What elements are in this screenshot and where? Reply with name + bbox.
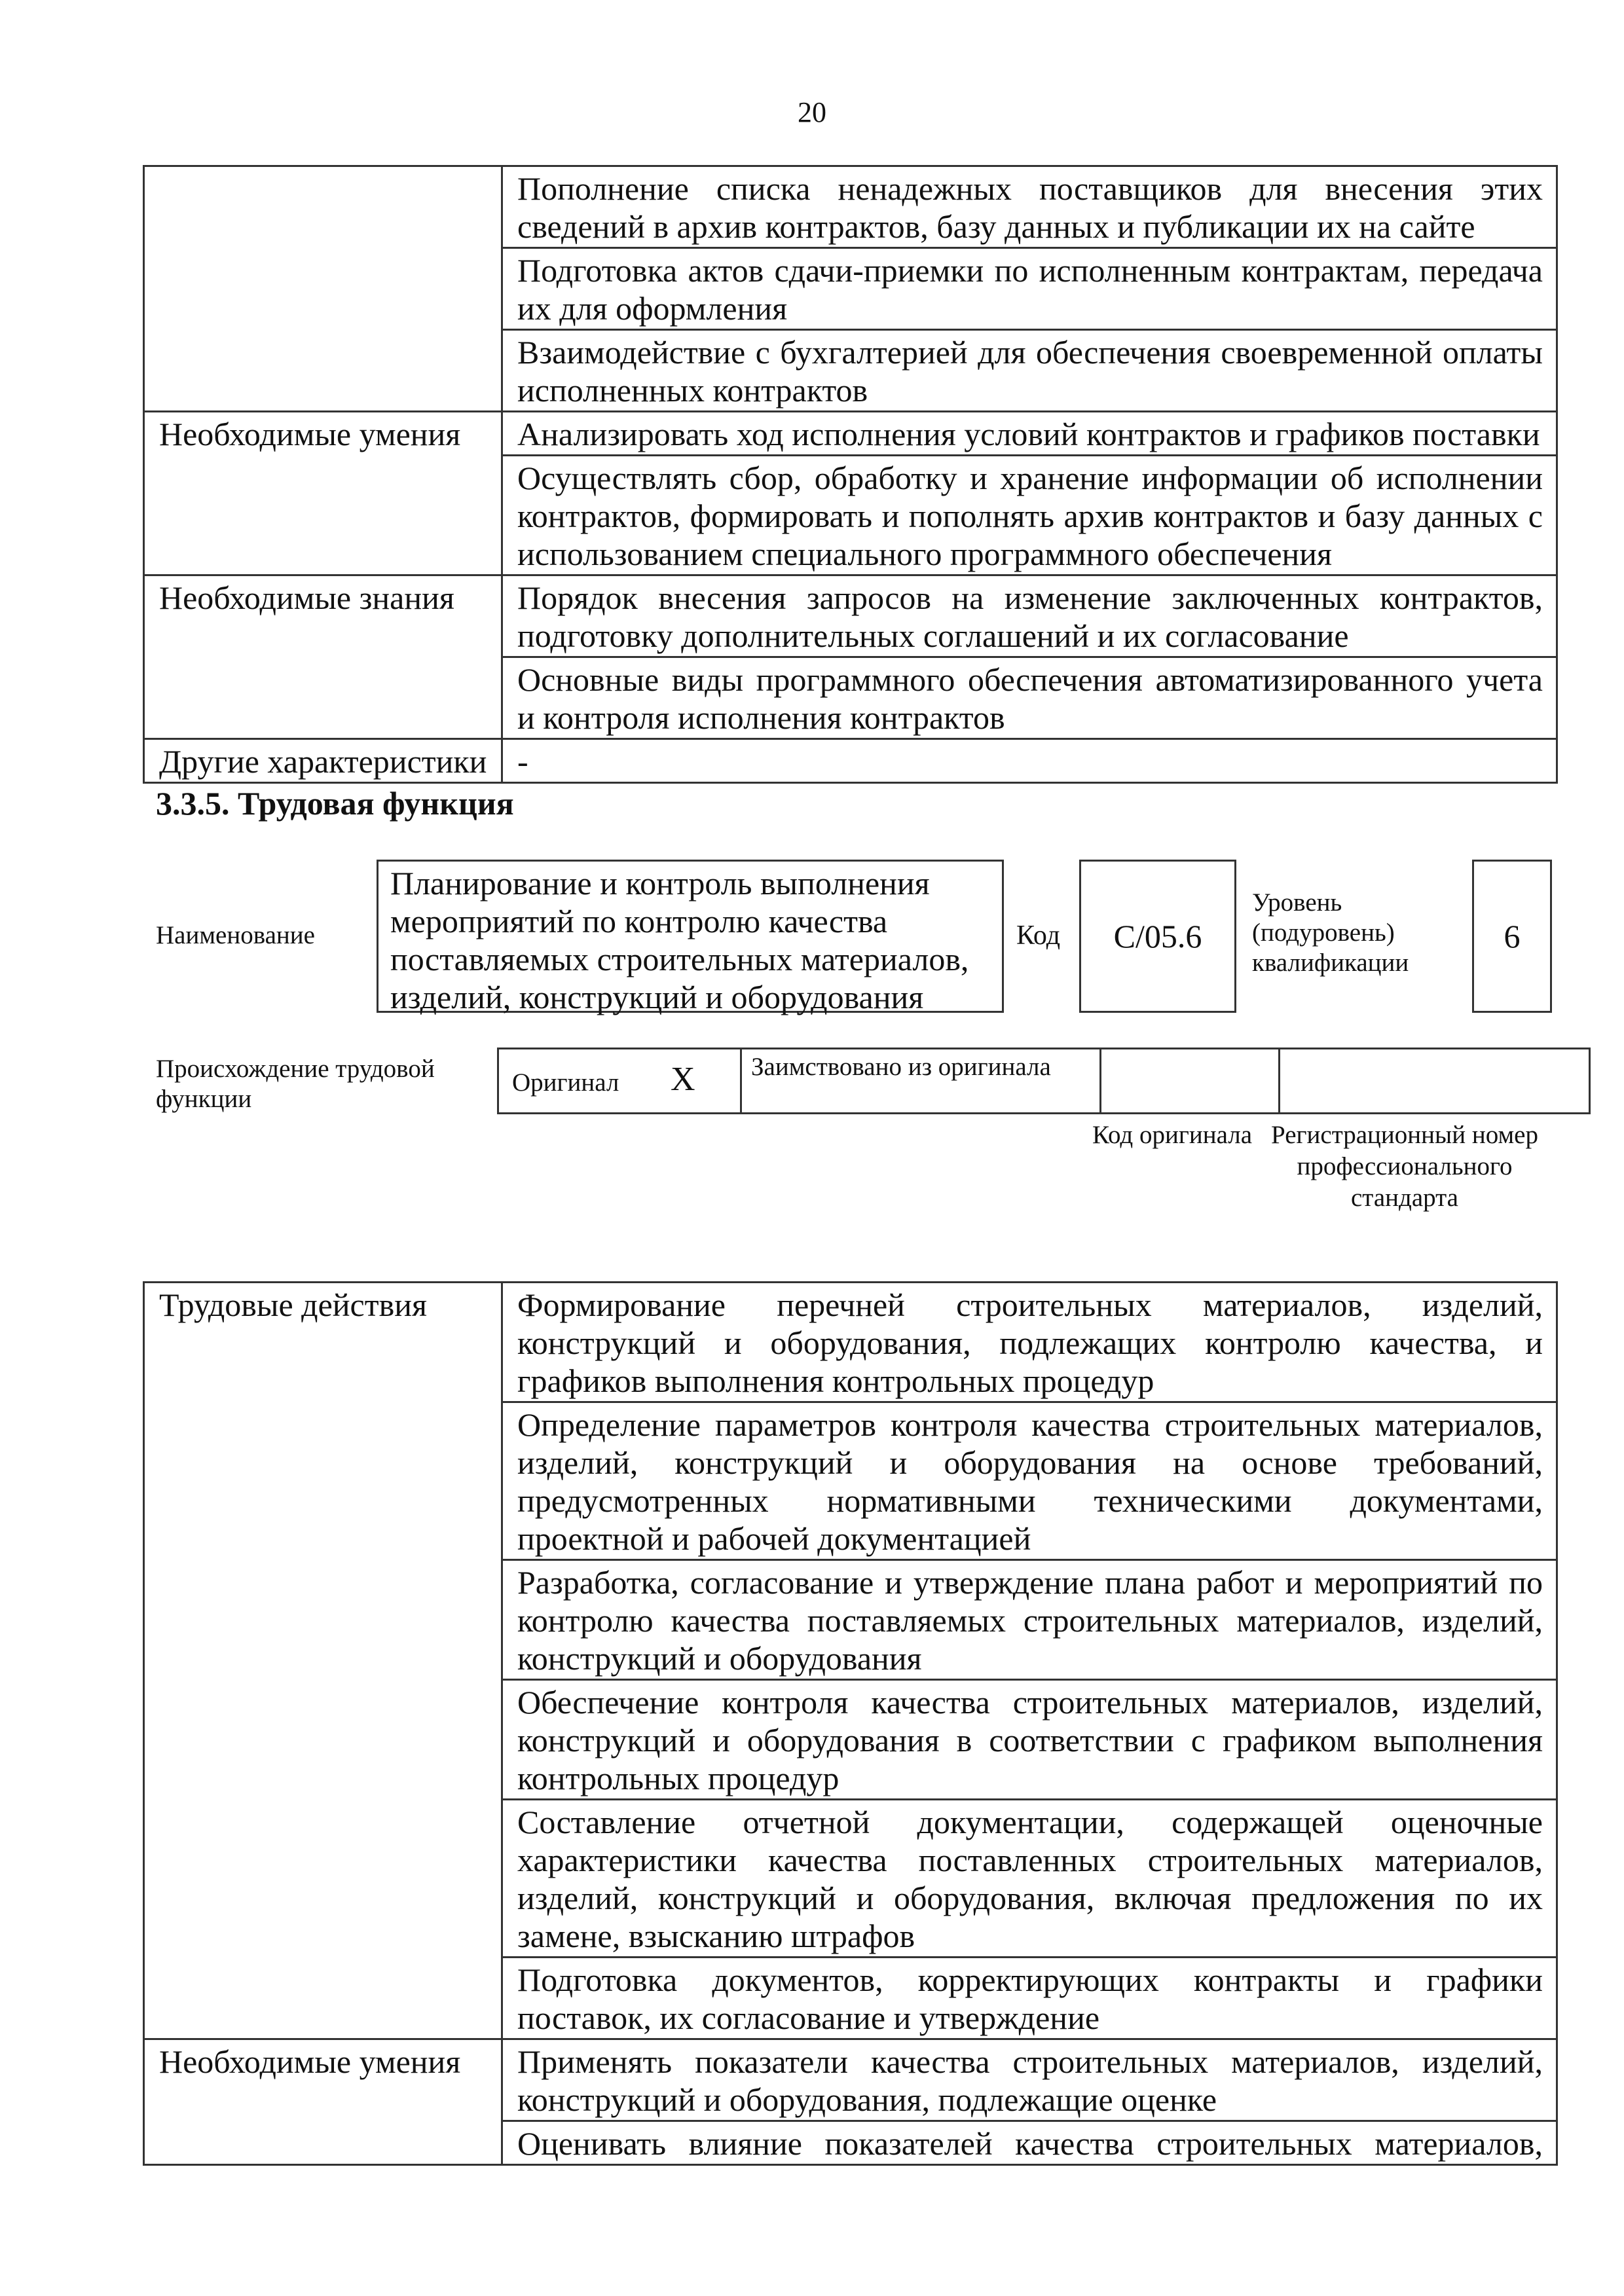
registration-number-cell [1278,1048,1591,1114]
page-number: 20 [798,96,826,128]
table-cell-text: Обеспечение контроля качества строительных материалов, изделий, конструкций и оборудования в соответствии с графиком выполнения контрольных процедур [502,1680,1557,1800]
table-cell-text: Пополнение списка ненадежных поставщиков для внесения этих сведений в архив контрактов, базу данных и публикации их на сайте [502,166,1557,248]
table-cell-text: Применять показатели качества строительных материалов, изделий, конструкций и оборудования, подлежащие оценке [502,2039,1557,2121]
table-row [144,1283,1557,1402]
name-label: Наименование [156,921,315,949]
table-row [144,739,1557,783]
table-row [144,575,1557,657]
borrowed-label: Заимствовано из оригинала [740,1048,1101,1114]
origin-label: Происхождение трудовой функции [156,1055,435,1113]
caption-registration-number: Регистрационный номер профессионального стандарта [1271,1121,1538,1212]
top-requirements-table [143,165,1558,784]
original-mark: X [671,1061,695,1098]
table-cell-text: Осуществлять сбор, обработку и хранение информации об исполнении контрактов, формировать и пополнять архив контрактов и базу данных с использованием специального программного обеспечения [502,456,1557,575]
origin-table [499,1048,1591,1114]
table-row [144,2039,1557,2121]
table-cell-text: Основные виды программного обеспечения автоматизированного учета и контроля исполнения контрактов [502,657,1557,739]
row-label-empty [144,166,502,412]
row-label-knowledge: Необходимые знания [144,575,502,739]
row-label-other: Другие характеристики [144,739,502,783]
table-cell-text: Оценивать влияние показателей качества строительных материалов, [502,2121,1557,2165]
row-label-skills: Необходимые умения [144,2039,502,2165]
table-cell-text: Составление отчетной документации, содержащей оценочные характеристики качества поставленных строительных материалов, изделий, конструкций и оборудования, включая предложения по их замене, взысканию штрафов [502,1800,1557,1958]
function-code-box: С/05.6 [1079,860,1236,1013]
code-original-cell [1099,1048,1280,1114]
original-cell [497,1048,742,1114]
table-cell-text: Анализировать ход исполнения условий контрактов и графиков поставки [502,412,1557,456]
table-cell-text: Разработка, согласование и утверждение плана работ и мероприятий по контролю качества поставляемых строительных материалов, изделий, конструкций и оборудования [502,1560,1557,1680]
code-label: Код [1016,920,1061,951]
table-cell-text: Взаимодействие с бухгалтерией для обеспечения своевременной оплаты исполненных контрактов [502,330,1557,412]
section-heading: 3.3.5. Трудовая функция [156,785,514,822]
function-name-box: Планирование и контроль выполнения мероприятий по контролю качества поставляемых строительных материалов, изделий, конструкций и оборудования [377,860,1004,1013]
qualification-level-box: 6 [1472,860,1552,1013]
original-label: Оригинал [512,1068,619,1097]
table-cell-text: Подготовка актов сдачи-приемки по исполненным контрактам, передача их для оформления [502,248,1557,330]
table-cell-text: Формирование перечней строительных материалов, изделий, конструкций и оборудования, подлежащих контролю качества, и графиков выполнения контрольных процедур [502,1283,1557,1402]
row-label-skills: Необходимые умения [144,412,502,575]
table-cell-text: Порядок внесения запросов на изменение заключенных контрактов, подготовку дополнительных соглашений и их согласование [502,575,1557,657]
table-cell-text: - [502,739,1557,783]
table-cell-text: Подготовка документов, корректирующих контракты и графики поставок, их согласование и утверждение [502,1958,1557,2039]
level-label: Уровень (подуровень) квалификации [1252,888,1409,977]
row-label-actions: Трудовые действия [144,1283,502,2039]
labor-actions-table [143,1281,1558,2166]
table-row [144,166,1557,248]
table-cell-text: Определение параметров контроля качества строительных материалов, изделий, конструкций и оборудования на основе требований, предусмотренных нормативными техническими документами, проектной и рабочей документацией [502,1402,1557,1560]
table-row [144,412,1557,456]
caption-code-original: Код оригинала [1092,1121,1253,1149]
